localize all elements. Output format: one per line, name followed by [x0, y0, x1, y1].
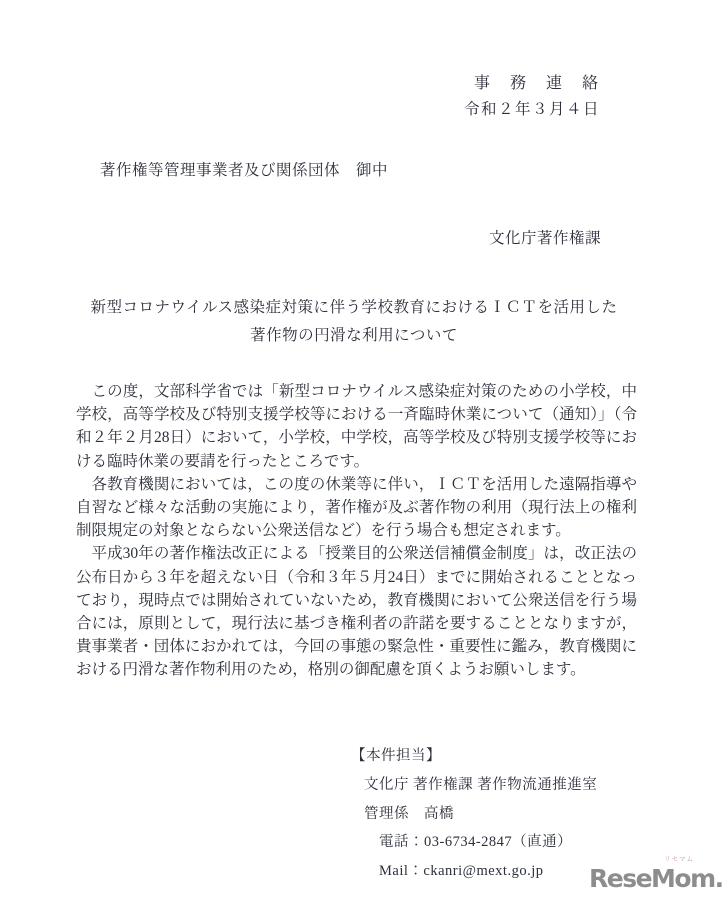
- paragraph-3: 平成30年の著作権法改正による「授業目的公衆送信補償金制度」は，改正法の公布日から３年を超えない日（令和３年５月24日）までに開始されることとなっており，現時点では開始されていないため，教育機関において公衆送信を行う場合には，原則として，現行法に基づき権利者の許諾を要することとなりますが，貴事業者・団体におかれては，今回の事態の緊急性・重要性に鑑み，教育機関における円滑な著作物利用のため，格別の御配慮を頂くようお願いします。: [76, 545, 637, 679]
- body-text: [76, 380, 637, 682]
- logo-wordmark: [589, 864, 723, 893]
- sender-line: 文化庁著作権課: [488, 230, 601, 247]
- contact-mail: Mail：ckanri@mext.go.jp: [379, 863, 544, 880]
- doc-type-label: 事 務 連 絡: [473, 75, 600, 92]
- contact-heading: 【本件担当】: [351, 748, 441, 764]
- contact-phone: 電話：03-6734-2847（直通）: [379, 834, 573, 851]
- paragraph-2: 各教育機関においては，この度の休業等に伴い，ＩＣＴを活用した遠隔指導や自習など様々な活動の実施により，著作権が及ぶ著作物の利用（現行法上の権利制限規定の対象とならない公衆送信など）を行う場合も想定されます。: [76, 475, 637, 540]
- contact-person: 管理係 高橋: [364, 805, 454, 822]
- resemom-logo: [589, 854, 723, 896]
- logo-wordmark-text: ReseMom: [589, 864, 715, 893]
- contact-org: 文化庁 著作権課 著作物流通推進室: [364, 776, 598, 793]
- paragraph-1: この度，文部科学省では「新型コロナウイルス感染症対策のための小学校，中学校，高等学校及び特別支援学校等における一斉臨時休業について（通知）」（令和２年２月28日）において，小学校，中学校，高等学校及び特別支援学校等における臨時休業の要請を行ったところです。: [76, 383, 637, 470]
- title-line-1: 新型コロナウイルス感染症対策に伴う学校教育におけるＩＣＴを活用した: [90, 299, 618, 316]
- contact-block: [351, 742, 597, 886]
- logo-ruby-text: リセマム: [664, 855, 694, 863]
- addressee-line: 著作権等管理事業者及び関係団体 御中: [100, 162, 389, 179]
- doc-date: 令和２年３月４日: [463, 101, 600, 118]
- title-line-2: 著作物の円滑な利用について: [250, 327, 458, 344]
- document-title: [0, 294, 708, 350]
- logo-period: .: [714, 864, 723, 893]
